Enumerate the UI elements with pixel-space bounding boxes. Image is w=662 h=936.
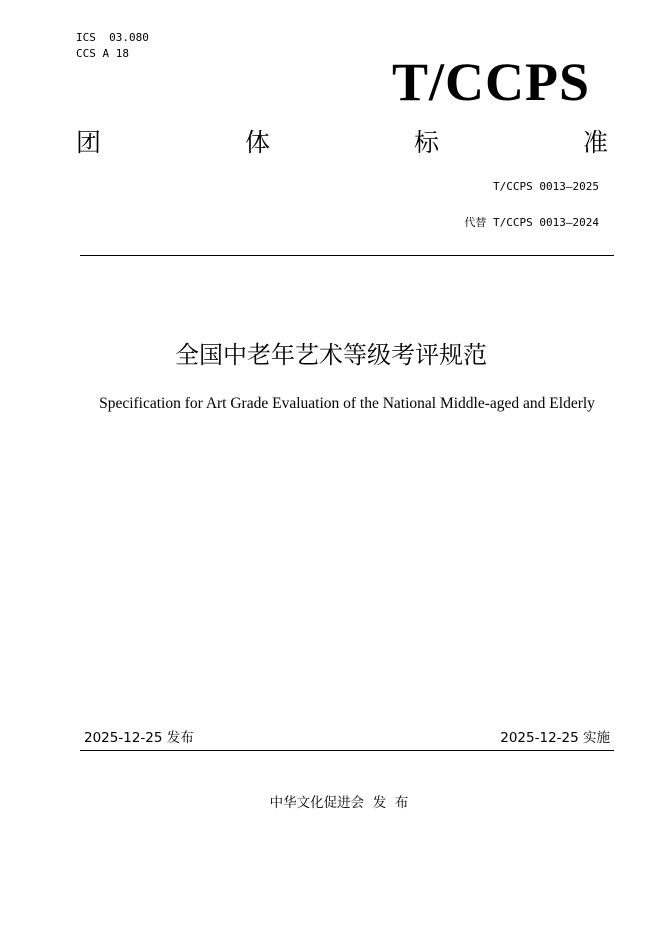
replaces-standard: 代替 T/CCPS 0013—2024 — [464, 216, 599, 229]
standard-logo: T/CCPS — [391, 52, 590, 112]
publisher: 中华文化促进会 发 布 — [269, 795, 409, 811]
ics-code: ICS 03.080 — [76, 31, 149, 44]
ccs-code: CCS A 18 — [76, 47, 129, 60]
standard-type-char-4: 准 — [582, 128, 608, 157]
document-title-chinese: 全国中老年艺术等级考评规范 — [175, 341, 487, 369]
document-title-english: Specification for Art Grade Evaluation of the National Middle-aged and Elderly — [99, 395, 595, 412]
standard-type-char-3: 标 — [413, 128, 439, 157]
standard-type-label — [76, 126, 608, 160]
effective-date: 2025-12-25 实施 — [500, 730, 610, 746]
standard-type-char-2: 体 — [244, 128, 270, 157]
standard-type-char-1: 团 — [76, 128, 102, 157]
bottom-divider — [80, 750, 614, 751]
issue-date: 2025-12-25 发布 — [84, 730, 194, 746]
top-divider — [80, 255, 614, 256]
standard-number: T/CCPS 0013—2025 — [493, 180, 599, 193]
